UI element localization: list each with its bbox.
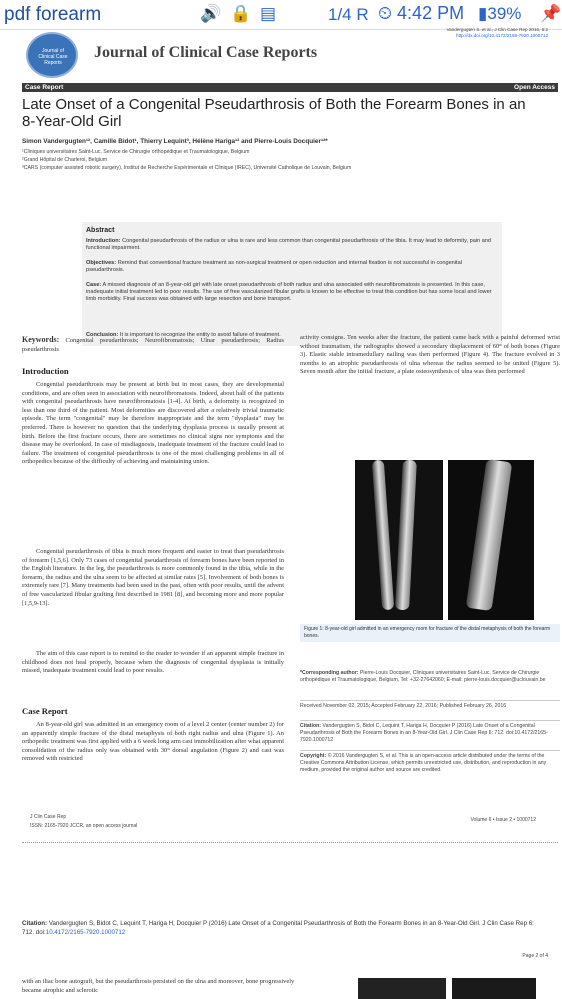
app-title: pdf forearm [4,4,102,25]
footer-citation: Citation: Vandergugten S, Bidot C, Lequint T, Hariga H, Docquier P (2016) Late Onset of a Congenital Pseudarthrosis of Both the Forearm Bones in an 8-Year-Old Girl. J Clin Case Rep 6: 712. doi:10.4172/2165-7920.1000712 [22,920,534,936]
pin-icon[interactable]: 📌 [540,4,562,23]
page-number: Page 2 of 4 [522,953,548,959]
xray-image-left [355,460,443,620]
dates: Received November 02, 2015; Accepted February 22, 2016; Published February 26, 2016 [300,700,560,710]
lock-icon[interactable]: 🔒 [230,4,252,23]
keywords: Keywords: Congenital pseudarthrosis; Neurofibromatosis; Ulnar pseudarthrosis; Radius pseudarthrosis [22,335,284,353]
copyright: Copyright: © 2016 Vandergugten S, et al. This is an open-access article distributed under the terms of the Creative Commons Attribution License, which permits unrestricted use, distribution, and reproduction in any medium, provided the original author and source are credited. [300,750,560,774]
author-list: Simon Vandergugten¹², Camille Bidot¹, Thierry Lequint³, Hélène Hariga¹² and Pierre-Louis Docquier¹²* [22,138,328,145]
page-counter: 1/4 R [328,5,369,24]
volume-icon: 🔊 [200,4,222,23]
document-icon[interactable]: ▤ [260,4,277,23]
abstract-case: Case: A missed diagnosis of an 8-year-old girl with late onset pseudarthrosis of both radius and ulna associated with neurofibromatosis is presented. In this case, inadequate initial treatment led to poor results. The use of free vascularized fibular grafts is known to be effective to treat this condition but has some local and lower limb morbidity. Final success was obtained with large resection and bone transport. [86,282,492,302]
next-page-text: with an iliac bone autograft, but the pseudarthrosis persisted on the ulna and moreover, bone progressively became atrophic and sclerotic [22,978,295,994]
access-label: Open Access [514,84,555,91]
introduction-paragraph-2: Congenital pseudarthrosis of tibia is much more frequent and easier to treat than pseudarthrosis of forearm [1,5,6]. Only 73 cases of congenital pseudarthrosis of forearm bones have been reported in the English literature. In the leg, the pseudarthrosis is more commonly found in the tibia, while in the forearm, the radius and the ulna seem to be affected at similar rates [5]. Involvement of both bones is extremely rare [7]. Many treatments had been used in the past, often with poor results, until the advent of free vascularized fibular grafting first described in 1981 [8], and becoming more and more popular [1,5,9-13]. [22,548,284,607]
corresponding-author: *Corresponding author: Pierre-Louis Docquier, Cliniques universitaires Saint-Luc, Service de Chirurgie orthopédique et Traumatologique, Belgium, Tel: +32-27642060; E-mail: pierre-louis.docquier@uclouvain.be [300,670,546,683]
article-type-bar [22,83,558,92]
abstract-box [82,222,502,346]
clock: ⏲ 4:42 PM [378,3,465,23]
abstract-introduction: Introduction: Congenital pseudarthrosis of the radius or ulna is rare and less common than congenital pseudarthrosis of the tibia. It may lead to deformity, pain and functional impairment. [86,238,492,251]
case-report-heading: Case Report [22,706,68,716]
case-report-paragraph: An 8-year-old girl was admitted in an emergency room of a level 2 center (center number 2) for an apparently simple fracture of the distal metaphysis of both right radius and ulna (Figure 1). An orthopedic treatment was first applied with a 6 week long arm cast immobilization after what apparent consolidation of the radius only was obtained with 30° dorsal angulation (Figure 2) and cast was removed with restricted [22,721,284,763]
article-title: Late Onset of a Congenital Pseudarthrosis of Both the Forearm Bones in an 8-Year-Old Girl [22,96,526,130]
affiliations: ¹Cliniques universitaires Saint-Luc, Service de Chirurgie orthopédique et Traumatologique, Belgium ²Grand Hôpital de Charleroi, Belgium ³CARS (computer assisted robotic surgery), Institut de Recherche Expérimentale et Clinique (IREC), Université Catholique de Louvain, Belgium [22,149,352,171]
next-page-image-left [358,978,446,999]
introduction-paragraph-3: The aim of this case report is to remind to the reader to wonder if an apparent simple fracture in childhood does not heal properly, because when the diagnosis of congenital dysplasia is initially missed, inadequate treatment could lead to poor results. [22,650,284,675]
article-citation: Citation: Vandergugten S, Bidot C, Lequint T, Hariga H, Docquier P (2016) Late Onset of a Congenital Pseudarthrosis of Both the Forearm Bones in an 8-Year-Old Girl. J Clin Case Rep 6: 712. doi:10.4172/2165-7920.1000712 [300,720,560,744]
figure-caption: Figure 1: 8-year-old girl admitted in an emergency room for fracture of the distal metaphysis of both the forearm bones. [300,624,560,642]
next-page-image-right [452,978,536,999]
xray-image-right [448,460,534,620]
footer-journal: J Clin Case Rep [30,814,67,820]
status-bar [0,0,562,30]
abstract-heading: Abstract [86,227,115,234]
article-type: Case Report [25,84,64,91]
journal-logo: Journal of Clinical Case Reports [26,32,78,78]
footer-volume: Volume 6 • Issue 2 • 1000712 [470,817,536,823]
footer-issn: ISSN: 2165-7920 JCCR, an open access journal [30,823,138,829]
footer-divider [22,842,558,843]
pdf-page[interactable] [0,27,562,999]
abstract-objectives: Objectives: Remind that conventional fracture treatment as non-surgical treatment or open reduction and internal fixation is not successful in congenital pseudarthrosis. [86,260,462,273]
journal-title: Journal of Clinical Case Reports [94,44,318,61]
abstract-conclusion: Conclusion: It is important to recognize the entity to avoid failure of treatment. [86,332,281,338]
battery-indicator: ▮39% [478,4,522,23]
introduction-heading: Introduction [22,366,69,376]
header-citation: Vandergugten S. et al., J Clin Case Rep 2016, 6:2 http://dx.doi.org/10.4172/2165-7920.1000712 [446,27,548,38]
introduction-paragraph-1: Congenital pseudarthrosis may be present at birth but in most cases, they are developmental conditions, and are often seen in association with neurofibromatosis. Indeed, about half of the patients with congenital pseudarthrosis have neurofibromatosis [1-4]. At birth, a deformity is recognized in less than one third of the patient. Most deformities are discovered after a relatively trivial traumatic episode. The term "congenital" may be therefore inappropriate and the term "dysplasia" may be preferred. There is however no question that the underlying dysplasia process is usually present at birth. Before the first fracture occurs, there are sometimes no clinical signs nor symptoms and the disease may be overlooked. In case of misdiagnosis, inadequate treatment of the fracture could lead to failure. The treatment of congenital pseudarthrosis is one of the most challenging problems in all of orthopedics because of the difficulty of achieving and maintaining union. [22,381,284,466]
right-column-paragraph: activity consigns. Ten weeks after the fracture, the patient came back with a painful deformed wrist without traumatism, the radiographs showed a secondary displacement of 60° of both bones (Figure 3). Elastic stable intramedullary nailing was then performed (Figure 4). The fracture evolved in 3 months to an atrophic pseudarthrosis of ulna whereas the radius seemed to be united (Figure 5). Seven month after the initial fracture, a plate osteosynthesis of ulna was then performed [300,334,560,376]
doi-link[interactable]: 10.4172/2165-7920.1000712 [45,929,126,936]
